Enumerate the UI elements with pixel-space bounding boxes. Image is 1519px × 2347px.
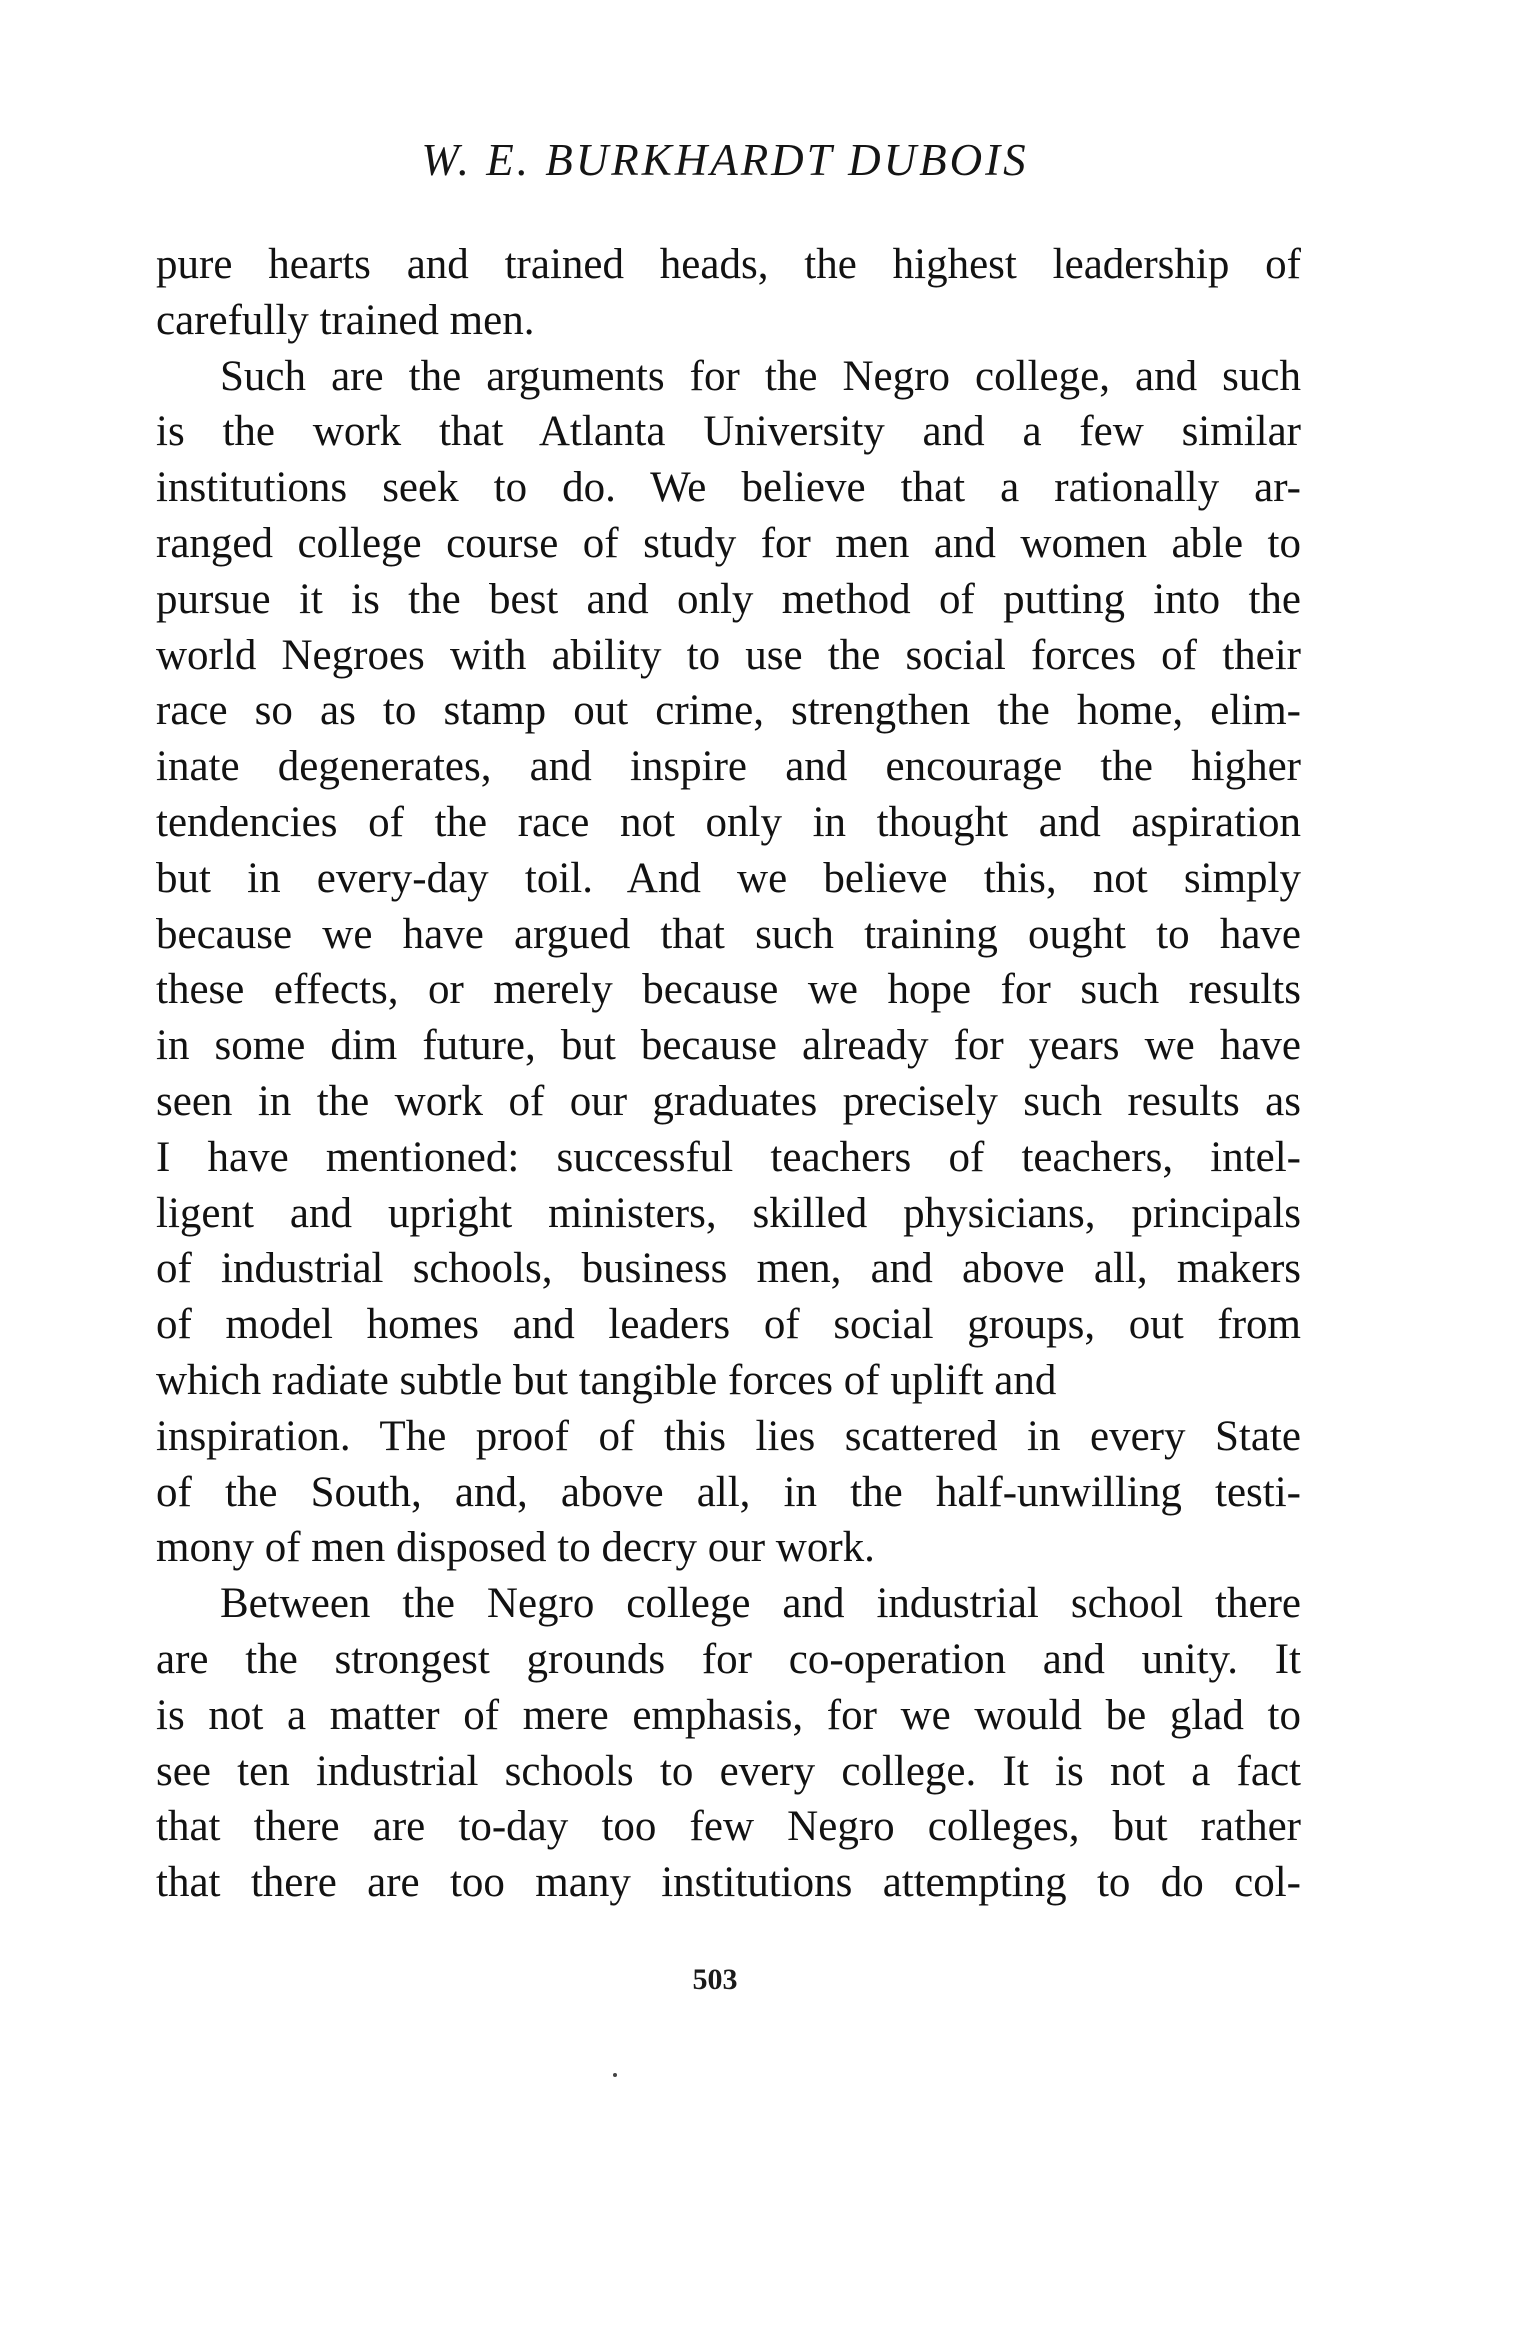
text-line: which radiate subtle but tangible forces of uplift and xyxy=(156,1356,1057,1404)
text-line: institutions seek to do. We believe that a rationally ar- xyxy=(156,464,1301,512)
text-line: pursue it is the best and only method of putting into the xyxy=(156,575,1301,623)
text-line: see ten industrial schools to every college. It is not a fact xyxy=(156,1747,1301,1795)
text-line: inspiration. The proof of this lies scattered in every State xyxy=(156,1412,1301,1460)
text-line: pure hearts and trained heads, the highest leadership of xyxy=(156,241,1301,288)
text-line: of model homes and leaders of social groups, out from xyxy=(156,1301,1301,1349)
text-line: that there are too many institutions attempting to do col- xyxy=(156,1859,1301,1907)
text-line: these effects, or merely because we hope for such results xyxy=(156,966,1301,1014)
print-speck xyxy=(613,2073,617,2077)
running-head: W. E. BURKHARDT DUBOIS xyxy=(421,135,1029,185)
text-line: of the South, and, above all, in the half-unwilling testi- xyxy=(156,1468,1301,1516)
text-line: because we have argued that such training ought to have xyxy=(156,910,1301,958)
text-line: I have mentioned: successful teachers of teachers, intel- xyxy=(156,1133,1301,1181)
text-line: world Negroes with ability to use the social forces of their xyxy=(156,631,1301,679)
body-text xyxy=(156,237,1301,1911)
text-line: that there are to-day too few Negro colleges, but rather xyxy=(156,1803,1301,1851)
text-line: ranged college course of study for men and women able to xyxy=(156,519,1301,567)
text-line: in some dim future, but because already for years we have xyxy=(156,1022,1301,1070)
page-number: 503 xyxy=(692,1963,738,1996)
text-line: Between the Negro college and industrial school there xyxy=(220,1580,1301,1628)
text-line: seen in the work of our graduates precisely such results as xyxy=(156,1077,1301,1125)
text-line: but in every-day toil. And we believe this, not simply xyxy=(156,854,1301,902)
text-line: tendencies of the race not only in thought and aspiration xyxy=(156,798,1301,846)
text-line: are the strongest grounds for co-operation and unity. It xyxy=(156,1635,1301,1683)
text-line: mony of men disposed to decry our work. xyxy=(156,1524,875,1572)
text-line: Such are the arguments for the Negro college, and such xyxy=(220,352,1301,400)
text-line: race so as to stamp out crime, strengthen the home, elim- xyxy=(156,687,1301,735)
text-line: carefully trained men. xyxy=(156,296,535,344)
text-line: of industrial schools, business men, and above all, makers xyxy=(156,1245,1301,1293)
text-line: ligent and upright ministers, skilled physicians, principals xyxy=(156,1189,1301,1237)
text-line: inate degenerates, and inspire and encourage the higher xyxy=(156,743,1301,791)
text-line: is not a matter of mere emphasis, for we would be glad to xyxy=(156,1691,1301,1739)
text-line: is the work that Atlanta University and a few similar xyxy=(156,408,1301,456)
